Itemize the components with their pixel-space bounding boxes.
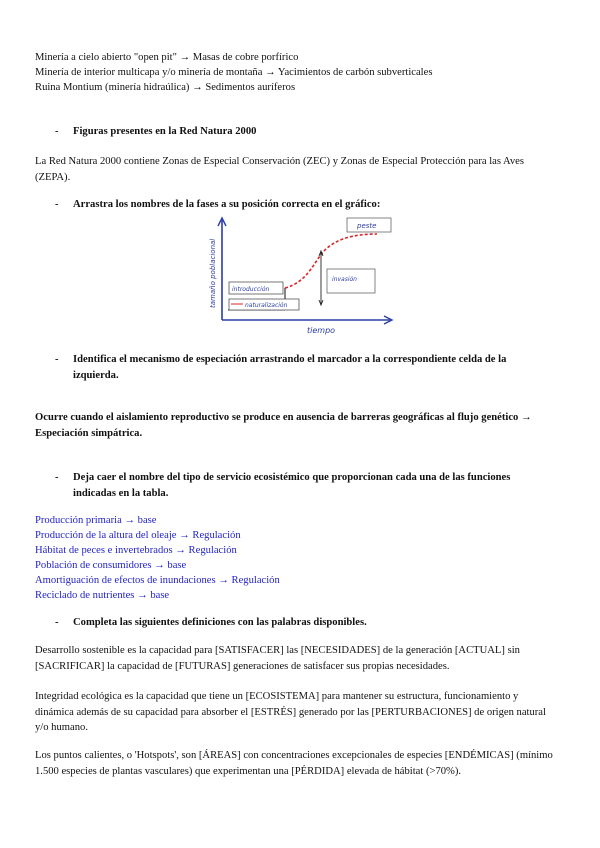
service-item: Población de consumidores → base [35, 560, 187, 571]
definition-paragraph: Los puntos calientes, o 'Hotspots', son [ÁREAS] con concentraciones excepcionales de especies [ENDÉMICAS] (mínimo 1.500 especies de plantas vasculares) que experimentan una [PÉRDIDA] elevada de hábitat (>70%). [35, 750, 553, 777]
bullet-dash: - [55, 199, 59, 210]
heading-speciation: Identifica el mecanismo de especiación arrastrando el marcador a la correspondiente celda de la izquierda. [73, 354, 507, 381]
population-phases-figure [195, 212, 405, 337]
bullet-dash: - [55, 354, 59, 365]
natura-paragraph: La Red Natura 2000 contiene Zonas de Especial Conservación (ZEC) y Zonas de Especial Protección para las Aves (ZEPA). [35, 156, 525, 183]
figure-y-label: tamaño poblacional [209, 238, 217, 308]
definition-paragraph: Desarrollo sostenible es la capacidad para [SATISFACER] las [NECESIDADES] de la generación [ACTUAL] sin [SACRIFICAR] la capacidad de [FUTURAS] generaciones de satisfacer sus propias necesidades. [35, 645, 520, 672]
phase-label-peste: peste [357, 222, 377, 230]
service-item: Hábitat de peces e invertebrados → Regulación [35, 545, 237, 556]
bullet-dash: - [55, 472, 59, 483]
service-item: Reciclado de nutrientes → base [35, 590, 170, 601]
heading-services: Deja caer el nombre del tipo de servicio ecosistémico que proporcionan cada una de las funciones indicadas en la tabla. [73, 472, 511, 499]
phase-label-invasion: invasión [332, 276, 357, 283]
service-item: Amortiguación de efectos de inundaciones → Regulación [35, 575, 280, 586]
service-item: Producción de la altura del oleaje → Regulación [35, 530, 241, 541]
intro-line-3: Ruina Montium (minería hidraúlica) → Sedimentos auríferos [35, 82, 296, 93]
service-item: Producción primaria → base [35, 515, 157, 526]
phase-label-naturalizacion: naturalización [245, 302, 288, 309]
phase-label-introduccion: introducción [232, 286, 270, 293]
figure-x-label: tiempo [307, 326, 336, 335]
heading-definitions: Completa las siguientes definiciones con las palabras disponibles. [73, 617, 367, 628]
bullet-dash: - [55, 126, 59, 137]
heading-natura: Figuras presentes en la Red Natura 2000 [73, 126, 257, 137]
intro-line-1: Minería a cielo abierto "open pit" → Masas de cobre porfírico [35, 52, 299, 63]
bullet-dash: - [55, 617, 59, 628]
intro-line-2: Minería de interior multicapa y/o minería de montaña → Yacimientos de carbón subverticales [35, 67, 433, 78]
speciation-answer: Ocurre cuando el aislamiento reproductivo se produce en ausencia de barreras geográficas al flujo genético → Especiación simpátrica. [35, 412, 532, 439]
definition-paragraph: Integridad ecológica es la capacidad que tiene un [ECOSISTEMA] para mantener su estructura, funcionamiento y dinámica además de su capacidad para absorber el [ESTRÉS] generado por las [PERTURBACIONES] de origen natural y/o humano. [35, 691, 546, 733]
heading-phases: Arrastra los nombres de la fases a su posición correcta en el gráfico: [73, 199, 381, 210]
